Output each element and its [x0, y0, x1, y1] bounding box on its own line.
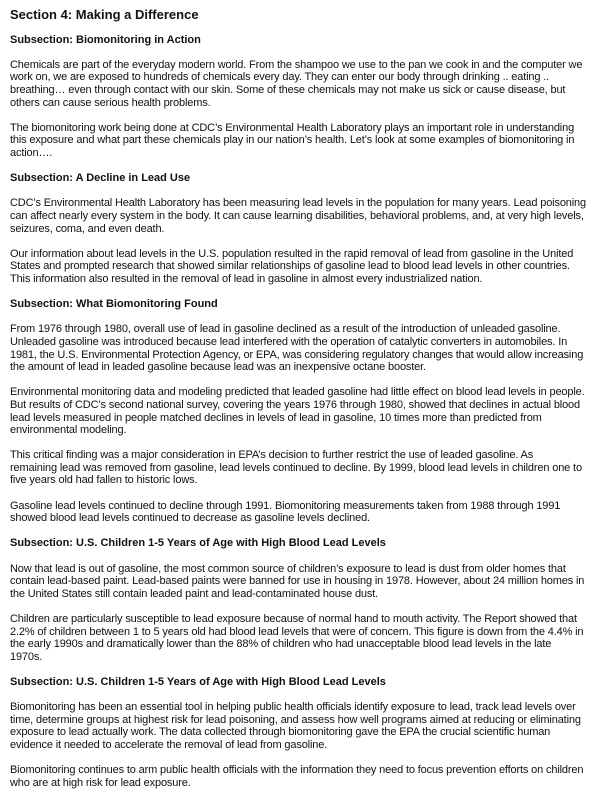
paragraph-line: work on, we are exposed to hundreds of chemicals every day. They can enter our body through drinking .. eating ..	[10, 71, 550, 84]
paragraph-line: seizures, coma, and even death.	[10, 222, 165, 235]
paragraph-line: Chemicals are part of the everyday modern world. From the shampoo we use to the pan we cook in and the computer we	[10, 58, 583, 71]
paragraph-line: Environmental monitoring data and modeling predicted that leaded gasoline had little effect on blood lead levels in people.	[10, 386, 585, 399]
paragraph-line: action….	[10, 147, 53, 160]
paragraph-line: Now that lead is out of gasoline, the most common source of children’s exposure to lead is dust from older homes that	[10, 562, 566, 575]
paragraph-line: Unleaded gasoline was introduced because lead interfered with the operation of catalytic converters in automobiles. In	[10, 335, 568, 348]
paragraph-line: this exposure and what part these chemicals play in our nation’s health. Let’s look at some examples of biomonitoring in	[10, 134, 575, 147]
paragraph-line: contain lead-based paint. Lead-based paints were banned for use in housing in 1978. However, about 24 million homes in	[10, 575, 585, 588]
subsection-heading: Subsection: A Decline in Lead Use	[10, 172, 191, 185]
paragraph-line: Biomonitoring has been an essential tool in helping public health officials identify exposure to lead, track lead levels over	[10, 701, 576, 714]
paragraph-line: five years old had fallen to historic lows.	[10, 474, 198, 487]
paragraph-line: 1981, the U.S. Environmental Protection Agency, or EPA, was considering regulatory changes that would allow increasing	[10, 348, 584, 361]
paragraph-line: time, determine groups at highest risk for lead poisoning, and assess how well programs aimed at reducing or eliminating	[10, 713, 581, 726]
paragraph-line: others can cause serious health problems.	[10, 96, 211, 109]
subsection-heading: Subsection: What Biomonitoring Found	[10, 298, 218, 311]
paragraph-line: 1970s.	[10, 650, 43, 663]
paragraph	[10, 764, 616, 789]
paragraph	[10, 449, 616, 487]
paragraph-line: This critical finding was a major consideration in EPA’s decision to further restrict the use of leaded gasoline. As	[10, 449, 534, 462]
paragraph-line: The biomonitoring work being done at CDC’s Environmental Health Laboratory plays an important role in understanding	[10, 121, 575, 134]
paragraph-line: who are at high risk for lead exposure.	[10, 776, 191, 789]
paragraph	[10, 613, 616, 663]
subsection-heading: Subsection: U.S. Children 1-5 Years of Age with High Blood Lead Levels	[10, 675, 386, 688]
paragraph-line: the amount of lead in leaded gasoline because lead was an inexpensive octane booster.	[10, 361, 426, 374]
paragraph-line: From 1976 through 1980, overall use of lead in gasoline declined as a result of the introduction of unleaded gasoline.	[10, 323, 561, 336]
paragraph-line: Gasoline lead levels continued to decline through 1991. Biomonitoring measurements taken from 1988 through 1991	[10, 499, 561, 512]
paragraph	[10, 248, 616, 286]
subsection-heading: Subsection: U.S. Children 1-5 Years of Age with High Blood Lead Levels	[10, 537, 386, 550]
paragraph	[10, 122, 616, 160]
paragraph-line: remaining lead was removed from gasoline, lead levels continued to decline. By 1999, blood lead levels in children one to	[10, 461, 582, 474]
paragraph-line: can affect nearly every system in the body. It can cause learning disabilities, behavioral problems, and, at very high levels,	[10, 210, 584, 222]
paragraph	[10, 323, 616, 373]
paragraph-line: lead levels measured in people matched declines in levels of lead in gasoline, 10 times more than predicted from	[10, 411, 542, 424]
paragraph-line: Children are particularly susceptible to lead exposure because of normal hand to mouth activity. The Report showed that	[10, 613, 577, 625]
paragraph	[10, 701, 616, 751]
paragraph-line: showed blood lead levels continued to decrease as gasoline levels declined.	[10, 512, 370, 525]
paragraph-line: the United States still contain leaded paint and lead-contaminated house dust.	[10, 587, 379, 600]
subsection-heading: Subsection: Biomonitoring in Action	[10, 33, 201, 46]
paragraph-line: But results of CDC’s second national survey, covering the years 1976 through 1980, showed that declines in actual blood	[10, 398, 580, 411]
paragraph-line: environmental modeling.	[10, 424, 127, 437]
paragraph-line: States and prompted research that showed similar relationships of gasoline lead to blood lead levels in other countries.	[10, 260, 570, 273]
paragraph-line: Our information about lead levels in the U.S. population resulted in the rapid removal of lead from gasoline in the United	[10, 247, 574, 260]
document-body	[10, 34, 616, 790]
paragraph-line: This information also resulted in the removal of lead in gasoline in almost every industrialized nation.	[10, 272, 483, 285]
paragraph-line: 2.2% of children between 1 to 5 years old had blood lead levels that were of concern. This figure is down from the 4.4% in	[10, 625, 584, 638]
paragraph-line: evidence it needed to accelerate the removal of lead from gasoline.	[10, 738, 328, 751]
paragraph-line: the early 1990s and dramatically lower than the 88% of children who had unacceptable blood lead levels in the late	[10, 638, 552, 651]
paragraph-line: exposure to lead actually work. The data collected through biomonitoring gave the EPA the crucial scientific human	[10, 726, 551, 739]
paragraph-line: breathing… even through contact with our skin. Some of these chemicals may not make us sick or cause disease, but	[10, 84, 566, 97]
paragraph	[10, 500, 616, 525]
paragraph-line: Biomonitoring continues to arm public health officials with the information they need to focus prevention efforts on children	[10, 764, 584, 777]
paragraph	[10, 386, 616, 436]
paragraph	[10, 59, 616, 109]
paragraph-line: CDC’s Environmental Health Laboratory has been measuring lead levels in the population for many years. Lead poisoning	[10, 197, 586, 210]
paragraph	[10, 197, 616, 235]
section-title: Section 4: Making a Difference	[10, 6, 199, 22]
paragraph	[10, 563, 616, 601]
